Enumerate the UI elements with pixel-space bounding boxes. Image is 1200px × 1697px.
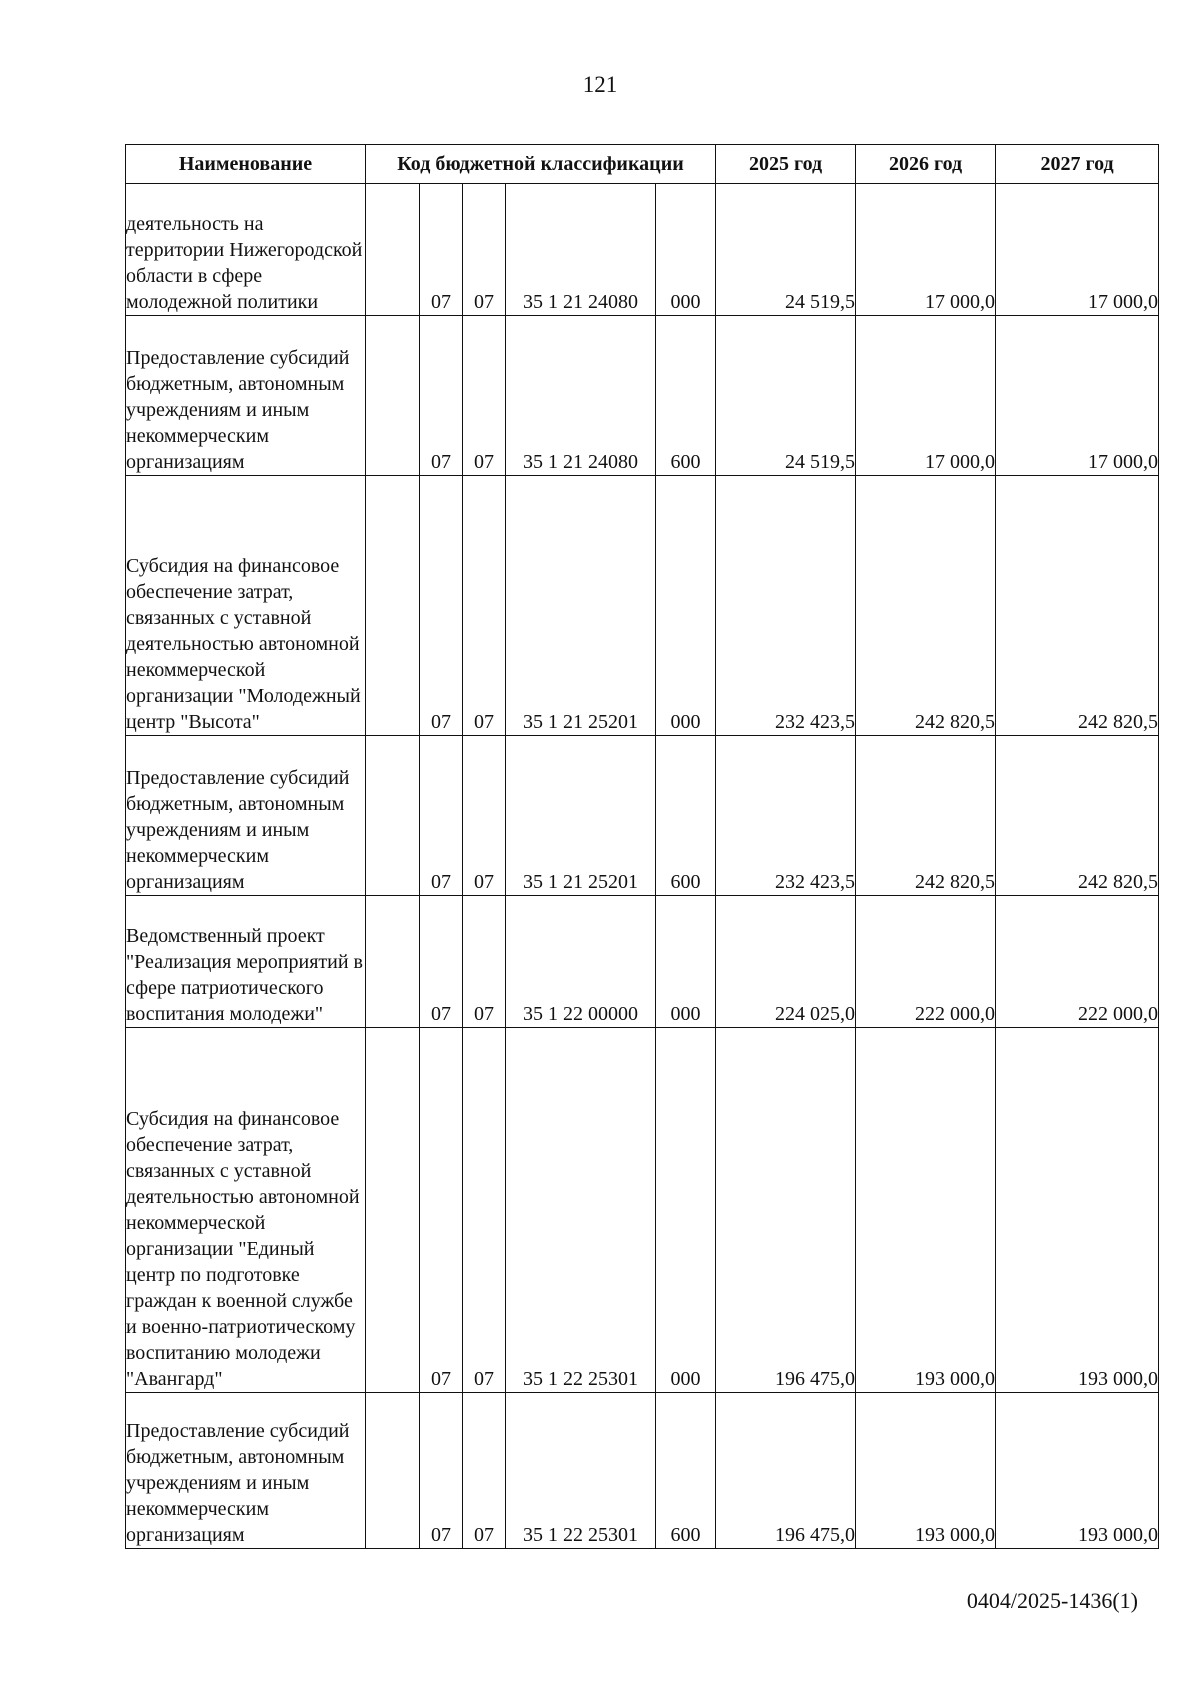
row-target-code: 35 1 22 25301 — [506, 1028, 656, 1393]
row-amount-2025: 196 475,0 — [716, 1393, 856, 1549]
row-amount-2026: 193 000,0 — [856, 1028, 996, 1393]
row-section-code: 07 — [420, 736, 463, 896]
row-dept-code — [366, 316, 420, 476]
row-amount-2027: 242 820,5 — [996, 476, 1159, 736]
header-2027: 2027 год — [996, 145, 1159, 184]
row-amount-2025: 232 423,5 — [716, 476, 856, 736]
row-name: Субсидия на финансовое обеспечение затрат, связанных с уставной деятельностью автономной некоммерческой организации "Единый центр по подготовке граждан к военной службе и военно-патриотическому воспитанию молодежи "Авангард" — [126, 1028, 366, 1393]
table-row — [126, 1028, 1159, 1393]
row-amount-2027: 222 000,0 — [996, 896, 1159, 1028]
header-2026: 2026 год — [856, 145, 996, 184]
row-section-code: 07 — [420, 1028, 463, 1393]
row-subsection-code: 07 — [463, 736, 506, 896]
row-amount-2026: 242 820,5 — [856, 476, 996, 736]
row-target-code: 35 1 21 24080 — [506, 316, 656, 476]
page-number: 121 — [582, 72, 618, 97]
row-target-code: 35 1 21 24080 — [506, 184, 656, 316]
row-section-code: 07 — [420, 316, 463, 476]
row-section-code: 07 — [420, 476, 463, 736]
row-dept-code — [366, 476, 420, 736]
row-name: Ведомственный проект "Реализация мероприятий в сфере патриотического воспитания молодежи" — [126, 896, 366, 1028]
row-section-code: 07 — [420, 896, 463, 1028]
row-name: Предоставление субсидий бюджетным, автономным учреждениям и иным некоммерческим организациям — [126, 1393, 366, 1549]
row-target-code: 35 1 21 25201 — [506, 476, 656, 736]
row-amount-2027: 193 000,0 — [996, 1028, 1159, 1393]
row-target-code: 35 1 22 25301 — [506, 1393, 656, 1549]
row-name: деятельность на территории Нижегородской области в сфере молодежной политики — [126, 184, 366, 316]
table-row — [126, 316, 1159, 476]
row-amount-2027: 17 000,0 — [996, 184, 1159, 316]
document-code: 0404/2025-1436(1) — [966, 1588, 1138, 1613]
row-expense-kind: 000 — [656, 476, 716, 736]
row-subsection-code: 07 — [463, 184, 506, 316]
row-subsection-code: 07 — [463, 476, 506, 736]
row-amount-2026: 17 000,0 — [856, 184, 996, 316]
row-name: Предоставление субсидий бюджетным, автономным учреждениям и иным некоммерческим организациям — [126, 316, 366, 476]
table-header — [126, 145, 1159, 184]
row-amount-2026: 222 000,0 — [856, 896, 996, 1028]
row-amount-2025: 232 423,5 — [716, 736, 856, 896]
row-dept-code — [366, 1028, 420, 1393]
row-amount-2026: 242 820,5 — [856, 736, 996, 896]
table-row — [126, 184, 1159, 316]
row-expense-kind: 000 — [656, 1028, 716, 1393]
table-row — [126, 896, 1159, 1028]
row-target-code: 35 1 22 00000 — [506, 896, 656, 1028]
row-amount-2025: 24 519,5 — [716, 184, 856, 316]
row-expense-kind: 600 — [656, 316, 716, 476]
row-expense-kind: 600 — [656, 736, 716, 896]
row-dept-code — [366, 184, 420, 316]
header-code: Код бюджетной классификации — [366, 145, 716, 184]
table-row — [126, 1393, 1159, 1549]
row-amount-2025: 224 025,0 — [716, 896, 856, 1028]
row-amount-2025: 24 519,5 — [716, 316, 856, 476]
row-name: Предоставление субсидий бюджетным, автономным учреждениям и иным некоммерческим организациям — [126, 736, 366, 896]
row-dept-code — [366, 1393, 420, 1549]
table-row — [126, 476, 1159, 736]
row-amount-2027: 242 820,5 — [996, 736, 1159, 896]
row-amount-2027: 17 000,0 — [996, 316, 1159, 476]
table-body — [126, 184, 1159, 1549]
budget-table — [125, 144, 1159, 1549]
row-expense-kind: 000 — [656, 184, 716, 316]
row-target-code: 35 1 21 25201 — [506, 736, 656, 896]
row-amount-2025: 196 475,0 — [716, 1028, 856, 1393]
row-amount-2026: 17 000,0 — [856, 316, 996, 476]
row-subsection-code: 07 — [463, 316, 506, 476]
row-amount-2027: 193 000,0 — [996, 1393, 1159, 1549]
row-dept-code — [366, 896, 420, 1028]
row-name: Субсидия на финансовое обеспечение затрат, связанных с уставной деятельностью автономной некоммерческой организации "Молодежный центр "Высота" — [126, 476, 366, 736]
row-subsection-code: 07 — [463, 1393, 506, 1549]
row-subsection-code: 07 — [463, 1028, 506, 1393]
row-section-code: 07 — [420, 184, 463, 316]
header-name: Наименование — [126, 145, 366, 184]
row-expense-kind: 600 — [656, 1393, 716, 1549]
row-amount-2026: 193 000,0 — [856, 1393, 996, 1549]
row-section-code: 07 — [420, 1393, 463, 1549]
row-dept-code — [366, 736, 420, 896]
row-subsection-code: 07 — [463, 896, 506, 1028]
header-2025: 2025 год — [716, 145, 856, 184]
row-expense-kind: 000 — [656, 896, 716, 1028]
table-row — [126, 736, 1159, 896]
